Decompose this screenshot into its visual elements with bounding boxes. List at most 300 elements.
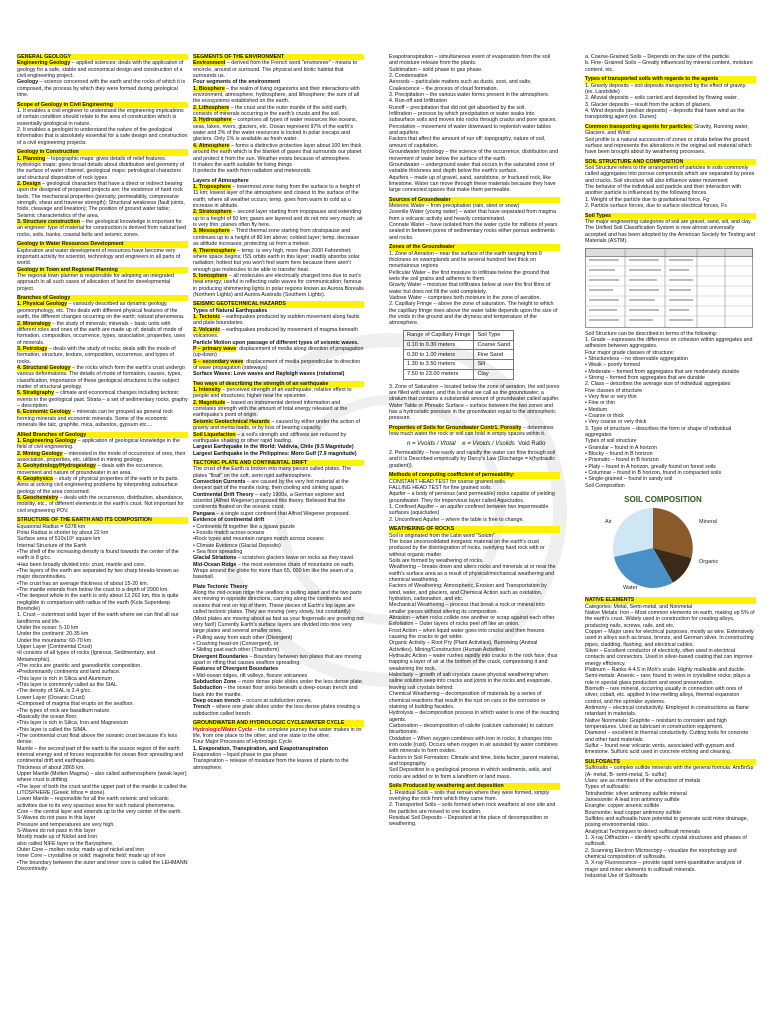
list-item: Five classes of structure	[585, 387, 643, 394]
list-item: Thickness of about 2865 km.	[17, 764, 85, 771]
list-item: Connate Water – have isolated from the water cycle for millions of years sealed in between pores of sedimentary rocks either porous sediments and rocks.	[389, 222, 558, 241]
list-item: Mostly made up of Nickel and Iron	[17, 834, 98, 841]
list-item: Chemical Weathering – decomposition of materials by a series of chemical reactions that result in the rust on cars or the corrosion or staining of building facades.	[389, 691, 546, 710]
term: 3. Petrology	[17, 345, 48, 352]
definition: – where one plate slides under the less dense plates creating a subduction called trench.	[193, 704, 360, 717]
table-cell: Silt	[474, 360, 514, 370]
definition: : displacement of media perpendicular to direction of wave propagation (sideways)	[193, 358, 361, 371]
list-item: S-Waves do not pass in this layer	[17, 828, 96, 835]
list-item: Jamesonite: A lead iron antimony sulfide	[585, 797, 680, 803]
term: 5. Stratigraphy	[17, 390, 55, 397]
list-item: Evaporation – liquid phase to gas phase	[193, 751, 288, 758]
term: 1. Biosphere	[193, 85, 225, 92]
definition: : displacement of media along direction of propagation (up-down)	[193, 345, 364, 359]
list-item: • Pulling away from each other (Divergent)	[193, 634, 293, 641]
table-cell: 0.10 to 0.30 meters	[404, 340, 474, 350]
transported-lines	[585, 83, 746, 121]
list-item: Under the ocean: 5-10 km	[17, 625, 79, 632]
list-item: • Climate Evidence (Glacial Deposits)	[193, 542, 281, 549]
definition: – second layer starting from tropopause and extending up to a height of 50 km; gases are layered and do not mix very much; air is very thin; planes often fly here.	[193, 209, 363, 229]
definition: – minerals can be grouped as general rock forming minerals and economic minerals. Some of the economic minerals like talc, graphite, mica, asbestos, gypsum etc....	[17, 409, 173, 428]
list-item: Hydrolysis – decomposition process in which water is one of the reacting agents.	[389, 710, 560, 723]
list-item: • Very coarse or very thick	[585, 419, 647, 426]
porosity-equations	[407, 441, 560, 447]
list-item: Haloclasty – growth of salt crystals cause physical weathering when saline solution seep into cracks and joints in the rocks and evaporate, leaving salt crystals behind.	[389, 672, 552, 691]
definition: – interested in the mode of occurrence of ores, their association, properties, etc. utilized in mining geology.	[17, 450, 186, 463]
paragraph: 1. It enables a civil engineer to understand the engineering implications of certain condition should relate to the area of construction which is essentially geological in nature.	[17, 107, 184, 127]
porosity-equation: n = Vvoids / Vtotal	[407, 440, 456, 447]
definition: – the complete journey that water makes in its life, from one place to the other, and one state to the other.	[193, 726, 362, 739]
list-item: Semi-metals: Arsenic – rare; found in veins in crystalline rocks; plays a role in special glass production and wood preservation.	[585, 673, 751, 686]
list-item: Factors in Soil Formation: Climate and time, biota factor, parent material, and topography	[389, 754, 560, 767]
void-ratio-equation: e = Vvoids / Vsolids	[462, 440, 515, 447]
list-item: • Columnar – found in B horizon, found in compacted soils	[585, 470, 722, 477]
list-item: • Platy – found in A horizon, greatly found on forest soils	[585, 463, 716, 470]
void-ratio-label: Void Ratio	[518, 440, 546, 447]
list-item: 3. X-ray Fluorescence – provide rapid semi-quantitative analysis of major and minor elements in sulfosalt minerals.	[585, 860, 742, 873]
grain-size-lines	[585, 54, 756, 73]
list-item: Platinum – Ranks 4-4.5 in Moh's scale. Highly malleable and ductile.	[585, 666, 746, 673]
list-item: Sulfur – found near volcanic vents, associated with gypsum and limestone. Sulfuric acid used in concrete etching and cleaning.	[585, 743, 735, 756]
list-item: Weathering – breaks down and alters rocks and minerals at or near the earth's surface area as a result of physical/mechanical weathering and chemical weathering.	[389, 564, 556, 583]
list-item: a. Coarse-Grained Soils – Depends on the size of the particle.	[585, 54, 731, 60]
term: 6. Economic Geology	[17, 409, 71, 416]
term: Environment	[193, 60, 226, 67]
subheading: Evidence of continental drift	[193, 517, 265, 524]
list-item: •This layer is called the SIMA.	[17, 726, 88, 733]
term: Subduction	[193, 685, 223, 692]
list-item: The behavior of the individual soil particle and their interaction with another particle is influenced by the following forces.	[585, 184, 742, 197]
term: 5. Geochemistry	[17, 494, 59, 501]
uscs-classification-table-image	[585, 248, 753, 328]
list-item: • Coarse or thick	[585, 413, 624, 420]
structure-lines	[585, 184, 741, 209]
list-item: 3. Type of structure – describes the form or shape of individual aggregates	[585, 425, 732, 439]
term: 2. Mineralogy	[17, 320, 51, 327]
paragraph: The crust of the Earth is broken into many pieces called plates. The plates "float" on the soft, semi rigid asthenosphere.	[193, 466, 352, 479]
definition: – the geological knowledge is important for an engineer: type of material for construction is derived from natural bed rocks, soils, banks, coastal belts and seismic zones.	[17, 218, 187, 238]
list-item: Groundwater – underground water that occurs in the saturated zone of variable thickness and depth below the earth's surface.	[389, 161, 555, 175]
list-item: 2. Capillary Fringe – above the zone of saturation. The height to which the capillary fringe rises above the water table depends upon the size of the voids in the ground and the dryness and temperature of the atmosphere.	[389, 301, 558, 327]
term: Continental Drift Theory	[193, 491, 254, 498]
definition: – application of geological knowledge in the field of civil engineering.	[17, 437, 180, 451]
definition: – the study of minerals; minerals – basic units with different roles and ones of the earth are made up of; details of mode of formation, composition, occurrence, types, association, properties, uses of minerals.	[17, 320, 186, 346]
list-item: Tetrahedrite: silver antimony sulfide mineral	[585, 790, 687, 797]
definition: – Boundary between two plates that are moving apart or rifting that causes seafloor spreading.	[193, 653, 362, 666]
paragraph: Largest Earthquake in the World: Valdivia, Chile (9.5 Magnitude)	[193, 444, 354, 451]
list-item: Soil Composition	[585, 482, 625, 489]
list-item: Sulfides and sulfosalts have potential to generate acid mine drainage, posing environmental risks.	[585, 816, 749, 829]
term: Pangaea	[193, 510, 215, 517]
subheading: Features of Divergent Boundaries	[193, 666, 279, 673]
paragraph: Largest Earthquake in the Philippines: Moro Gulf (7.9 magnitude)	[193, 450, 357, 457]
list-item: •The layers of the earth are separated by two sharp breaks known as major discontinuities.	[17, 567, 179, 581]
section-heading: GROUNDWATER AND HYDROLOGIC CYCLE/WATER CYCLE	[193, 720, 364, 726]
list-item: Abrasion – when rocks collide one another or scrap against each other.	[389, 615, 556, 622]
section-heading: Sources of Groundwater	[389, 197, 560, 203]
list-item: •The deepest whole in the earth is only about 12.262 km, this is quite negligible in comparison with radius of the earth (Kola Superdeep Borehole)	[17, 593, 179, 612]
paragraph: 2. It enables a geologist to understand the nature of the geological information that is absolutely essential for a safe design and construction of a civil engineering projects.	[17, 126, 188, 146]
list-item: Equatorial Radius = 6378 km	[17, 523, 86, 530]
list-item: Pellicular Water – the first moisture to infiltrate below the ground that wets the soil grains and adheres to them.	[389, 269, 550, 283]
paragraph: 2. Permeability – how easily and rapidly the water can flow through soil and it is Described empirically by Darcy's Law (Discharge = k(hydraulic gradient)).	[389, 450, 556, 469]
term: Mid-Ocean Ridge	[193, 561, 237, 568]
definition: – early 1900s, a German explorer and scientist (Alfred Wegener) proposed this theory. Believed that the continents floated on the oceanic crust.	[193, 491, 346, 511]
list-item: Types of soil structure	[585, 438, 637, 445]
section-heading: Scope of Geology in Civil Engineering	[17, 102, 188, 108]
paragraph: Surface Waves: Love waves and Rayleigh waves (rotational)	[193, 371, 345, 378]
list-item: •The boundary between the outer and inner core is called the LEHMANN Discontinuity.	[17, 859, 188, 873]
term: 4. Atmosphere	[193, 142, 230, 149]
term: 1. Planning	[17, 155, 46, 162]
paragraph: Along the mid-ocean ridge the seafloor is pulling apart and the two parts are moving in opposite directions, carrying along the continents and oceans that rest on top of them. These pieces of Earth's top layer are called tectonic plates. They are moving (very slowly, but constantly) (Most plates are moving about as fast as your fingernails are growing not very fast!) Currently Earth's surface layers are divided into nine very large plates and several smaller ones.	[193, 590, 364, 635]
list-item: Copper – Major uses for electrical purposes, mostly as wire. Extensively used in alloys such as brass, bronze, and German silver. In constructing pipes, cladding, flashing, and electrical cables.	[585, 628, 754, 648]
paragraph: The regional town planner is responsible for adopting an integrated approach in all such cases of allocation of land for developmental project.	[17, 272, 174, 292]
section-heading: STRUCTURE OF THE EARTH AND ITS COMPOSITION	[17, 517, 188, 523]
term: 3. Structure construction	[17, 218, 80, 225]
list-item: • Weak – poorly formed	[585, 362, 641, 369]
list-item: • Sliding past each other (Transform)	[193, 647, 280, 654]
list-item: •The shell of the increasing density is found towards the center of the earth is 8 g/cc.	[17, 548, 179, 562]
section-heading: NATIVE ELEMENTS	[585, 597, 756, 603]
term: 1. Engineering Geology	[17, 437, 77, 444]
section-heading: WEATHERING OF ROCKS	[389, 526, 560, 532]
list-item: •Composed of magma that erupts on the seafloor.	[17, 701, 134, 708]
list-item: •Has been broadly divided into: crust, mantle and core.	[17, 561, 146, 568]
definition: – lowermost zone rising from the surface to a height of 11 km; lowest layer of the atmosphere and closest to the surface of the earth; where all weather occurs; temp. goes from warm to cold as u increase in altitude.	[193, 184, 360, 210]
list-item: Gravity Water – moisture that infiltrates below at over the first films of water but does not fill the void completely.	[389, 282, 551, 295]
list-item: 2. Scanning Electron Microscopy – visualize the morphology and chemical composition of sulfosalts.	[585, 847, 737, 861]
list-item: Residual Soil Deposits – Deposited at the place of decomposition or weathering.	[389, 814, 549, 828]
term: 4. Geophysics	[17, 475, 53, 482]
list-item: •The density of SIAL is 2.4 g/cc.	[17, 688, 92, 695]
definition: – earthquakes produced by movement of magma beneath volcanoes.	[193, 326, 358, 340]
paragraph: The Unified Soil Classification System is now almost universally accepted and has been adopted by the American Society for Testing and Materials (ASTM).	[585, 225, 756, 245]
list-item: 2. Transported Soils – soils formed when rock weathers at one site and the particles are moved to one location.	[389, 802, 556, 815]
list-item: Under the continent: 20-35 km	[17, 631, 89, 638]
table-row	[404, 369, 514, 379]
list-item: Oxidation – When oxygen combines with iron in rocks, it changes into iron oxide (rust). Occurs when oxygen in air assisted by water combines with minerals to form oxides.	[389, 735, 558, 755]
term: 2. Design	[17, 180, 41, 187]
list-item: Inner Core – crystalline or solid; magnetic field; made up of iron	[17, 853, 166, 860]
subheading: Types of Natural Earthquakes	[193, 307, 268, 314]
zones-lines	[389, 251, 557, 327]
section-heading: Branches of Geology	[17, 295, 188, 301]
capillary-fringe-table	[403, 330, 514, 380]
column-2	[193, 54, 364, 1016]
list-item: 4. Wind deposits (aeolian deposits) – deposits that have wind as the transporting agent (ex. Dunes)	[585, 107, 745, 121]
paragraph: Particle Motion upon passage of different types of seismic waves.	[193, 339, 359, 346]
list-item: 1. X-ray Diffraction – identify specific crystal structures and phases of sulfosalt.	[585, 835, 747, 848]
definition: – deals with the occurrence, movement and nature of groundwater in an area.	[17, 463, 164, 476]
definition: – the most extensive chain of mountains on earth. Wraps around the globe for more than 65, 000 km like the seam of a baseball.	[193, 561, 355, 581]
list-item: Soil is originated from the Latin word "Solum"	[389, 532, 495, 539]
list-item: Mechanical Weathering – process that break a rock or mineral into smaller pieces without altering its composition.	[389, 602, 545, 615]
term: 1. Tectonic	[193, 314, 221, 321]
definition: – comprises all types of water resources like oceans, seas, lakes, rivers, glaciers, etc. Ocean represent 97% of the earth's water and 2% of the water resources is locked in polar icecaps and glaciers. Only 1% is available as fresh water.	[193, 117, 357, 143]
subheading: Four segments of the environment	[193, 79, 281, 86]
list-item: Native Nonmetals: Graphite – resistant to corrosion and high temperatures. Used as lubricant in construction equipment.	[585, 717, 727, 731]
term: 3. Geohydrology/Hydrogeology	[17, 463, 96, 470]
list-item: 1. Crust – outermost solid layer of the earth where we can find all our landforms and life.	[17, 612, 179, 625]
definition: – geological characters that have a direct or indirect bearing upon the designed of proposed projects are; the existence of hard rock beds. The mechanical properties (porosity, permeability, compressive strength, shear and traverse strength); Structural weakness (fault joints, folds, cleavage and lineation); The position of ground water table; Seismic characteristics of the area.	[17, 180, 185, 219]
list-item: 2. Unconfined Aquifer – where the table is free to change.	[389, 516, 524, 523]
paragraph: Exploration and water development of resources have become very important activity for scientist, technology and engineers in all parts of world.	[17, 247, 181, 267]
list-item: Lower Layer (Oceanic Crust)	[17, 694, 85, 701]
list-item: •Rock types and mountain ranges match across oceans	[193, 536, 324, 543]
list-item: 3. Precipitation – the various water forms present in the atmosphere.	[389, 92, 550, 99]
table-header: Range of Capillary Fringe	[404, 331, 474, 341]
definition: – applied sciences; deals with the application of geology for a safe, stable and economical design and construction of a civil engineering project.	[17, 60, 184, 80]
table-cell: Fine Sand	[474, 350, 514, 360]
list-item: Diamond – excellent in thermal conductivity. Cutting tools for concrete and other hard materials.	[585, 730, 749, 743]
list-item: 3. Glacier deposits – result from the action of glaciers.	[585, 101, 712, 108]
definition: – occurs at subduction zones.	[240, 697, 312, 704]
definition: – the rocks which form the earth's crust undergo various deformations. The details of mode of formation, causes, types, classification, importance of these geological structures is the subject matter of structural geology.	[17, 364, 185, 390]
native-lines	[585, 604, 755, 756]
column-4	[585, 54, 756, 1016]
list-item: Types of sulfosalts:	[585, 784, 631, 791]
list-item: Uses: are as members of the extraction of metals	[585, 777, 701, 784]
list-item: • Granular – found in A horizon	[585, 444, 657, 451]
table-cell: Coarse Sand	[474, 340, 514, 350]
list-item: Sublimation – solid phase to gas phase.	[389, 66, 483, 73]
section-heading: TECTONIC PLATE AND CONTINENTAL DRIFT	[193, 460, 364, 466]
list-item: • Fine or thin	[585, 400, 615, 407]
list-item: Industrial Use of Sulfosalts	[585, 873, 648, 880]
list-item: 1. Confined Aquifer – an aquifer confined between two impermeable surfaces (aquicludes)	[389, 504, 549, 517]
term: 4. Thermosphere	[193, 247, 236, 254]
list-item: •The rocks are granitic and granodioritic composition.	[17, 663, 142, 670]
term: Hydrologic/Water Cycle	[193, 726, 253, 733]
list-item: Bournonite: lead copper antimony sulfide	[585, 809, 681, 816]
list-item: Coalescence – the process of cloud formation.	[389, 85, 498, 92]
section-heading: Geology in Construction	[17, 149, 188, 155]
list-item: • Medium	[585, 406, 608, 413]
term: Convection Currents	[193, 479, 246, 486]
term: 5. Ionosphere	[193, 272, 228, 279]
definition: – science concerned with the earth and the rocks of which it is composed, the process by which they were formed during geological time.	[17, 79, 186, 99]
section-heading: Properties of Soils for Groundwater Contr1. Porosity	[389, 424, 522, 431]
list-item: Enargite: copper arsenic sulfide	[585, 803, 660, 810]
earth-structure-lines	[17, 524, 188, 873]
table-row	[404, 350, 514, 360]
list-item: •The crust has an average thickness of about 15-20 km.	[17, 580, 149, 587]
term: Seismic Geotechnical Hazards	[193, 418, 270, 425]
definition: – caused by either under the action of gravity and inertia loads, or by loss of bearing capacity.	[193, 418, 360, 432]
list-item: CONSTANT HEAD TEST for coarse grained soils.	[389, 478, 507, 485]
table-row	[404, 340, 514, 350]
soil-structure-lines	[585, 331, 756, 490]
list-item: Carbonation – decomposition of calcite (calcium carbonate) to calcium bicarbonate.	[389, 722, 554, 736]
term: Subduction Zone	[193, 678, 237, 685]
definition: – variously described as dynamic geology, geomorphology, etc. This deals with different physical features of the earth, the different changes occurring on the earth; natural phenomena.	[17, 301, 185, 321]
definition: – a single super continent that Alfred Wegener proposed.	[214, 510, 350, 517]
list-item: 2. Condensation	[389, 73, 428, 80]
list-item: Core – the central layer and extends up to the very center of the earth.	[17, 809, 182, 815]
list-item: 1. Residual Soils – soils that remain where they were formed, simply overlying the rock from which they came from.	[389, 789, 550, 802]
list-item: Bismuth – rare mineral, occurring usually in connection with ores of silver, cobalt, etc. applied in low-melting alloys, thermal expansion control, and fire sprinkler systems.	[585, 685, 743, 705]
section-heading: GENERAL GEOLOGY	[17, 54, 188, 60]
sources-lines	[389, 203, 558, 241]
list-item: Aquifer – a body of pervious (and permeable) rocks capable of yielding groundwater. They for impervious layer called Aquicludes.	[389, 491, 555, 504]
list-item: Mantle – the second part of the earth is the source region of the earth internal energy and of forces responsible for ocean floor spreading and continental drift and earthquakes.	[17, 745, 184, 765]
section-heading: SEGMENTS OF THE ENVIRONMENT	[193, 54, 364, 60]
list-item: Percolation – movement of water downward to replenish water tables and aquifers.	[389, 123, 551, 137]
term: 4. Structural Geology	[17, 364, 71, 371]
list-item: • Crashing head-on (Convergent), or	[193, 640, 279, 647]
term: P – primary wave	[193, 345, 237, 352]
list-item: Categories: Metal, Semi-metal, and Nonmetal	[585, 603, 693, 610]
list-item: Hydraulic Action – water rushes rapidly into cracks in the rock face, thus trapping a layer of air at the bottom of the crack, compressing it and weakening the rock.	[389, 653, 558, 672]
definition: – based on instrumental derived information and correlates strength with the amount of total energy released at the earthquake's point of origin.	[193, 399, 348, 419]
definition: – all molecules are electrically charged ions due to sun's heat energy; useful in reflecting radio waves for communication; famous in producing shimmering lights in polar regions known as Aurora Borealis (Northern Lights) and Aurora Australis (Southern Lights).	[193, 272, 364, 298]
list-item: Runoff – precipitation that did not get absorbed by the soil.	[389, 104, 526, 111]
list-item: •The layer of both the crust and the upper part of the mantle is called the LITOSPHERE (Greek: lithos = stone).	[17, 783, 187, 796]
soil-fig-title: SOIL COMPOSITION	[624, 495, 702, 505]
paragraph: Soil Structure refers to the arrangement of particles in soils commonly called aggregates into porous compounds which are separated by pores and cracks. Soil structure will also influence water movement	[585, 165, 755, 184]
list-item: It makes the earth suitable for living things	[193, 161, 292, 168]
paragraph: The major engineering categories of soil are gravel, sand, silt, and clay.	[585, 219, 752, 225]
list-item: Four major grade classes of structure:	[585, 349, 675, 356]
definition: – are caused by the very hot material at the deepest part of the mantle rising, then cooling and sinking again.	[193, 479, 349, 492]
list-item: FALLING HEAD TEST for fine grained soils.	[389, 484, 493, 491]
list-item: 2. Particle surface forces, due to surface electrical forces, Fs	[585, 203, 727, 210]
term: Divergent Boundaries	[193, 653, 249, 660]
definition: – the realm of living organisms and their interactions with environment, atmosphere, hydrosphere, and lithosphere; the sum of all the ecosystems established on the earth.	[193, 85, 360, 105]
soil-composition-diagram	[603, 493, 723, 593]
list-item: Sulfosalts – complex sulfide minerals with the general formula: AmBnSp (A- metal, B- semi-metal, S- sulfur)	[585, 765, 754, 778]
soil-fig-label: Organic	[699, 559, 719, 566]
list-item: Organic Activity – Root Pry (Plant Activities), Burrowing (Animal Activities), Mining/Construction (Human Activities)	[389, 640, 538, 653]
list-item: b. Fine- Grained Soils – Greatly influenced by mineral content, moisture content, etc.	[585, 60, 753, 73]
list-item: S-Waves do not pass in this layer	[17, 815, 96, 822]
table-cell: Clay	[474, 369, 514, 379]
list-item: Pressure and temperatures are very high.	[17, 821, 115, 828]
list-item: Soil Structure can be described in terms of the following:	[585, 330, 718, 337]
definition: – topographic maps: gives details of relief features. hydrologic maps: gives broad details about distribution and geometry of the surface of water channel. geological maps: petrological characters and structural disposition of rock types	[17, 155, 185, 181]
list-item: Meteoric Water – from precipitation (rain, sleet or snow)	[389, 203, 520, 210]
soil-fig-label: Water	[623, 585, 638, 592]
definition: – derived from the French word "environner" - means to encircle, around or surround. The physical and biotic habitat that surrounds us.	[193, 60, 358, 80]
list-item: Transpiration – release of moisture from the leaves of plants to the atmosphere.	[193, 758, 349, 771]
list-item: • Very fine or very thin	[585, 394, 637, 400]
list-item: Juvenile Water (young water) – water that have separated from magma from a volcanic activity and heavily contaminated.	[389, 209, 557, 222]
table-cell: 7.50 to 23.00 meters	[404, 369, 474, 379]
list-item: Aerosols – particulate matters such as dusts, soot, and salts.	[389, 79, 532, 86]
term: 2. Volcanic	[193, 326, 221, 333]
list-item: Vadose Water – comprises both moisture in the zone of aeration.	[389, 295, 541, 302]
section-heading: Types of transported soils with regards to the agents	[585, 76, 756, 82]
term: 3. Mesosphere	[193, 228, 230, 235]
definition: – study of physical properties of the earth or its parts. Aims at solving civil engineering problems by interpreting subsurface geology of the area concerned.	[17, 475, 179, 495]
list-item: •It consists of all types of rocks (Igneous, Sedimentary, and Metamorphic).	[17, 650, 156, 663]
list-item: Infiltration – process by which precipitation or water soaks into subsurface soils and moves into rocks through cracks and pore spaces.	[389, 111, 557, 124]
list-item: Frost Action – when liquid water goes into cracks and then freezes causing the cracks to get wider.	[389, 627, 545, 641]
list-item: • Continents fit together like a jigsaw puzzle	[193, 523, 295, 530]
term: 2. Mining Geology	[17, 450, 63, 457]
term: 1. Intensity	[193, 387, 221, 394]
list-item: •This layer is commonly called as the SIAL.	[17, 682, 119, 689]
section-heading: Plate Tectonic Theory	[193, 583, 248, 590]
list-item: also called NIFE layer or the Barysphere.	[17, 840, 114, 847]
term: Soil Liquefaction	[193, 431, 236, 438]
list-item: • Structureless – no observable aggregation	[585, 355, 688, 362]
list-item: •The continental crust float above the oceanic crust because it's less dense.	[17, 732, 178, 746]
list-item: • Sea floor spreading	[193, 548, 243, 555]
list-item: 1. Zone of Aeration – near the surface of the earth ranging from 0 thickness on swamplands and lie several hundred feet thick on mountainous regions	[389, 250, 542, 270]
list-item: • Single-grained – found in sandy soil	[585, 476, 673, 483]
definition: – climate and economical changes including tectonic events in the geological past. Strata – a set of sedimentary rocks, graphy – description.	[17, 390, 188, 409]
list-item: Water Table or Phreatic Surface – surface between the two zones and has a hydrostatic pressure in the groundwater equal to the atmospheric pressure.	[389, 402, 556, 422]
list-item: Silver – Excellent conductor of electricity, often used in electrical contacts and connectors. Used in silver-based coating that can improve energy efficiency.	[585, 647, 753, 667]
definition: – more dense plate slides under the less dense plate.	[236, 678, 364, 685]
list-item: • Blocky – found in B horizon	[585, 451, 653, 458]
methods-lines	[389, 479, 555, 523]
section-heading: Geology in Town and Regional Planning	[17, 267, 188, 273]
term: 1. Physical Geology	[17, 301, 68, 308]
definition: – forms a distinctive protective layer about 100 km thick around the earth which is the blanket of gases that surrounds our planet and protect it from the sun. Weather exists because of atmosphere.	[193, 142, 362, 162]
term: 2. Lithosphere	[193, 104, 230, 111]
list-item: Internal Structure of the Earth	[17, 542, 87, 549]
list-item: • Strong – formed from aggregates that are durable	[585, 374, 705, 381]
term: 1. Troposphere	[193, 184, 231, 191]
section-heading: Layers of Atmosphere	[193, 177, 249, 184]
column-1	[17, 54, 188, 1016]
list-item: Soils are formed by weathering of rocks.	[389, 557, 484, 564]
subheading: Common transporting agents for particles:	[585, 123, 693, 130]
definition: – earthquakes produced by sudden movement along faults and plate boundaries.	[193, 314, 360, 327]
list-item: Analytical Techniques to detect sulfosalt minerals	[585, 828, 701, 835]
list-item: Exfoliation – Outer layers of rocks peel off like an onion.	[389, 621, 520, 628]
weathering-lines	[389, 533, 559, 780]
paragraph: Soil profile is a natural succession of zones or strata below the ground surface and represents the alterations in the original soil material which have been brought about by weathering processes.	[585, 136, 752, 156]
list-item: The loose unconsolidated inorganic material on the earth's crust produced by the disintegration of rocks, overlying hard rock with or without organic matter.	[389, 538, 545, 558]
definition: – temp. is very high, more than 2000 Fahrenheit; where space begins; ISS orbits earth in this layer; readily absorbs solar radiation; hottest but you won't feel warm here because there aren't enough gas molecules to be able to transfer heat.	[193, 247, 360, 273]
list-item: •The mantle extends from below the crust to a depth of 2900 km.	[17, 586, 169, 593]
section-heading: Allied Branches of Geology	[17, 432, 188, 438]
table-cell: 0.30 to 1.00 meters	[404, 350, 474, 360]
term: 3. Hydrosphere	[193, 117, 232, 124]
definition: – perceived strength of an earthquake; relative effect to people and structures; higher near the epicenter.	[193, 387, 352, 400]
list-item: 1. Gravity deposits – soil deposits transported by the effect of gravity. (ex. Landslide)	[585, 82, 747, 95]
list-item: Under the mountains: 60-70 km	[17, 637, 92, 644]
section-heading: Geology in Water Resources Development	[17, 241, 188, 247]
definition: – the ocean floor sinks beneath a deep-ocean trench and back into the mantle.	[193, 685, 358, 698]
section-heading: SEISMIC GEOTECHNICAL HAZARDS	[193, 301, 364, 307]
list-item: •This layer is rich in Silica and Aluminum	[17, 675, 112, 682]
list-item: •This layer is rich in Silica, Iron and Magnesium	[17, 720, 129, 727]
table-header-row	[404, 331, 514, 341]
list-item: It protects the earth from radiation and meteoroids	[193, 168, 311, 175]
list-item: 1. Weight of the particle due to gravitational force, Fg	[585, 196, 710, 203]
list-item: Factors of Weathering: Atmospheric, Erosion and Transportation by wind, water, and glaciers, and Chemical Action such as oxidation, hydration, carbonation, and etc.	[389, 583, 547, 602]
definition: – a soil's strength and stiffness are reduced by earthquake shaking or other rapid loading.	[193, 431, 347, 444]
paragraph: Four Major Processes of Hydrologic Cycle	[193, 739, 292, 746]
list-item: Polar Radius is shorter by about 22 km	[17, 529, 109, 536]
list-item: Soil Deposition is a geological process in which sediments, soils, and rocks are added or to form a landform or land mass.	[389, 767, 551, 780]
list-item: Upper Mantle (Molten Magma) – also called asthenosphere (weak layer) where crust is drifting.	[17, 770, 187, 784]
soils-produced-lines	[389, 790, 555, 828]
saturation-lines	[389, 384, 560, 422]
list-item: Native Metals: Iron – Most common elements on earth, making up 5% of the earth's crust. Widely used in construction for creating alloys, producing nails, screws, rails, and etc.	[585, 609, 755, 629]
list-item: Antimony – electrical conductivity. Employed in constructions as flame retardant in materials.	[585, 705, 749, 718]
table-cell: 1.30 to 3.50 meters	[404, 360, 474, 370]
list-item: Upper Layer (Continental Crust)	[17, 644, 93, 651]
list-item: Aquifers – made up of gravel, sand, sandstone, or fractured rock, like limestone. Water can move through these materials because they have large connected spaces that make them permeable.	[389, 174, 556, 194]
sulfosalt-lines	[585, 765, 753, 879]
hydrologic-lines	[389, 54, 560, 194]
